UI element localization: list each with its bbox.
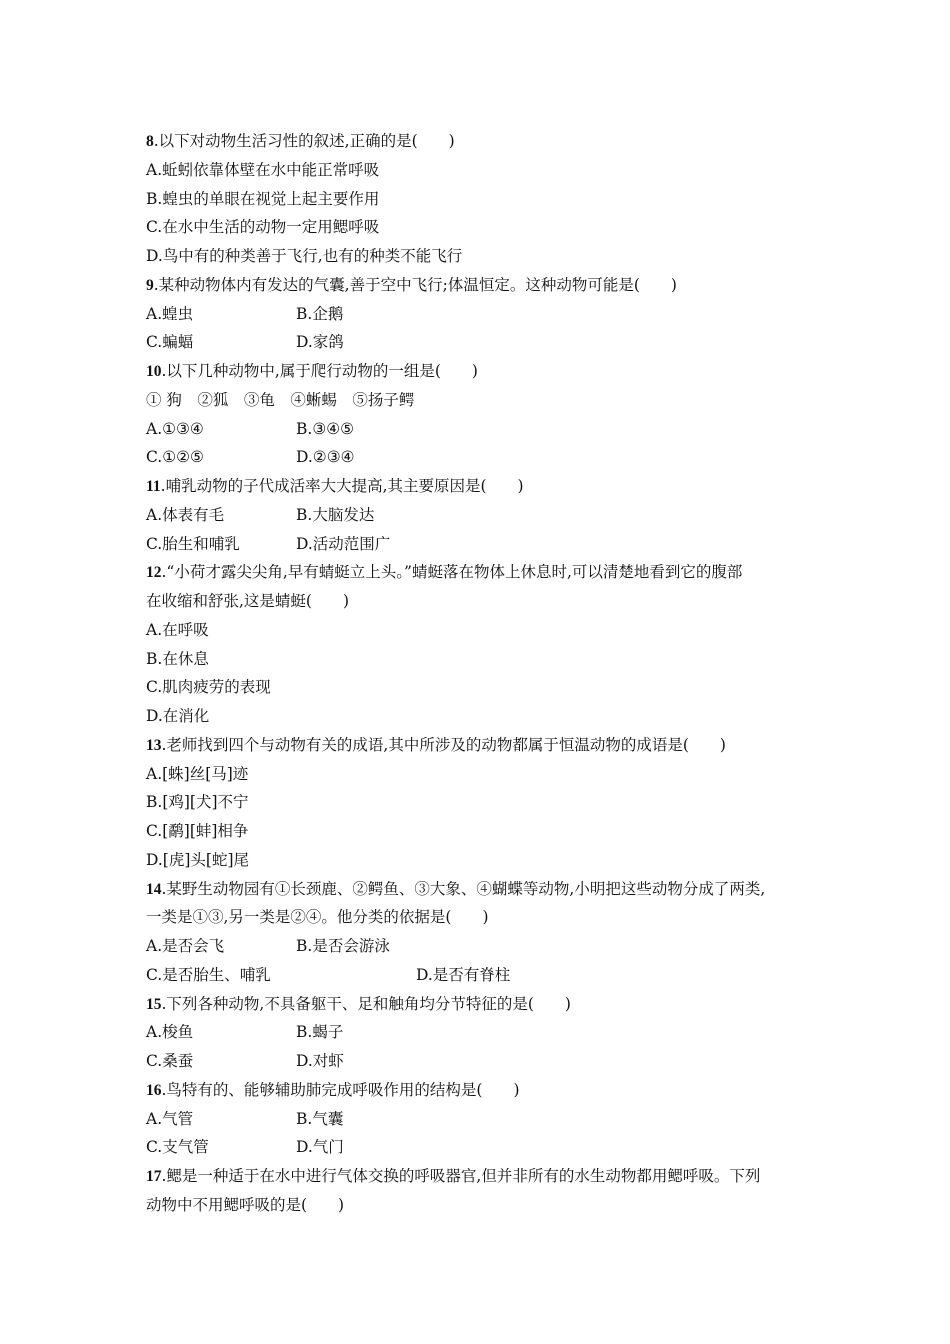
option-row	[146, 1047, 826, 1076]
question-list	[146, 127, 826, 1220]
option-b: B.[鸡][犬]不宁	[146, 793, 249, 812]
option-row	[146, 300, 826, 329]
question-14-stem-cont: 一类是①③,另一类是②④。他分类的依据是( )	[146, 908, 489, 927]
option-d: D.活动范围广	[296, 534, 391, 553]
option-b: B.在休息	[146, 649, 209, 668]
question-14-stem: 14.某野生动物园有①长颈鹿、②鳄鱼、③大象、④蝴蝶等动物,小明把这些动物分成了两类,	[146, 879, 766, 898]
question-number: 10	[146, 363, 162, 380]
question-number: 17	[146, 1168, 162, 1185]
question-9-stem: 9.某种动物体内有发达的气囊,善于空中飞行;体温恒定。这种动物可能是( )	[146, 275, 677, 294]
question-11-stem: 11.哺乳动物的子代成活率大大提高,其主要原因是( )	[146, 477, 524, 495]
option-row	[146, 961, 826, 990]
option-b: B.蝗虫的单眼在视觉上起主要作用	[146, 189, 380, 208]
option-a: A.在呼吸	[146, 620, 209, 639]
question-15-stem: 15.下列各种动物,不具备躯干、足和触角均分节特征的是( )	[146, 994, 571, 1013]
option-c: C.支气管	[146, 1138, 209, 1157]
option-d: D.气门	[296, 1138, 344, 1157]
option-a: A.是否会飞	[146, 937, 225, 955]
option-a: A.体表有毛	[146, 505, 225, 524]
option-row	[146, 443, 826, 472]
option-d: D.在消化	[146, 707, 210, 725]
option-row	[146, 501, 826, 530]
option-a: A.蝗虫	[146, 304, 194, 323]
option-b: B.蝎子	[296, 1023, 344, 1042]
question-number: 8	[146, 133, 154, 150]
question-16-stem: 16.鸟特有的、能够辅助肺完成呼吸作用的结构是( )	[146, 1080, 520, 1099]
question-10-stem: 10.以下几种动物中,属于爬行动物的一组是( )	[146, 362, 478, 380]
question-number: 13	[146, 736, 162, 754]
option-row	[146, 932, 826, 961]
option-d: D.[虎]头[蛇]尾	[146, 850, 249, 869]
question-number: 12	[146, 564, 162, 582]
question-8-stem: 8.以下对动物生活习性的叙述,正确的是( )	[146, 132, 455, 150]
option-c: C.在水中生活的动物一定用鳃呼吸	[146, 218, 380, 237]
option-row	[146, 415, 826, 444]
option-b: B.大脑发达	[296, 505, 375, 524]
option-b: B.③④⑤	[296, 419, 355, 438]
option-c: C.[鹬][蚌]相争	[146, 822, 249, 840]
option-c: C.①②⑤	[146, 448, 204, 467]
option-a: A.梭鱼	[146, 1023, 194, 1042]
option-d: D.家鸽	[296, 333, 344, 352]
option-row	[146, 530, 826, 559]
question-17-stem-cont: 动物中不用鳃呼吸的是( )	[146, 1195, 345, 1214]
option-c: C.是否胎生、哺乳	[146, 965, 271, 984]
option-a: A.[蛛]丝[马]迹	[146, 764, 249, 783]
option-c: C.胎生和哺乳	[146, 534, 240, 553]
option-row	[146, 1018, 826, 1047]
option-d: D.对虾	[296, 1052, 344, 1070]
option-row	[146, 1133, 826, 1162]
option-c: C.桑蚕	[146, 1052, 194, 1070]
option-c: C.肌肉疲劳的表现	[146, 678, 271, 697]
question-13-stem: 13.老师找到四个与动物有关的成语,其中所涉及的动物都属于恒温动物的成语是( )	[146, 735, 726, 754]
option-c: C.蝙蝠	[146, 333, 194, 352]
question-12-stem-cont: 在收缩和舒张,这是蜻蜓( )	[146, 592, 350, 610]
question-number: 9	[146, 276, 154, 294]
option-d: D.②③④	[296, 448, 355, 467]
animal-list: ① 狗 ②狐 ③龟 ④蜥蜴 ⑤扬子鳄	[146, 390, 415, 409]
question-number: 14	[146, 880, 162, 898]
question-17-stem: 17.鳃是一种适于在水中进行气体交换的呼吸器官,但并非所有的水生动物都用鳃呼吸。下列	[146, 1167, 761, 1185]
option-a: A.①③④	[146, 419, 204, 438]
option-b: B.企鹅	[296, 304, 344, 323]
option-d: D.是否有脊柱	[416, 965, 511, 984]
question-number: 11	[146, 478, 161, 495]
question-number: 15	[146, 995, 162, 1013]
option-b: B.是否会游泳	[296, 937, 390, 955]
option-row	[146, 328, 826, 357]
option-row	[146, 1105, 826, 1134]
option-a: A.气管	[146, 1109, 194, 1128]
question-number: 16	[146, 1081, 162, 1099]
option-d: D.鸟中有的种类善于飞行,也有的种类不能飞行	[146, 247, 463, 265]
option-a: A.蚯蚓依靠体壁在水中能正常呼吸	[146, 160, 380, 179]
question-12-stem: 12.“小荷才露尖尖角,早有蜻蜓立上头。”蜻蜓落在物体上休息时,可以清楚地看到它的腹部	[146, 563, 743, 582]
option-b: B.气囊	[296, 1109, 344, 1128]
